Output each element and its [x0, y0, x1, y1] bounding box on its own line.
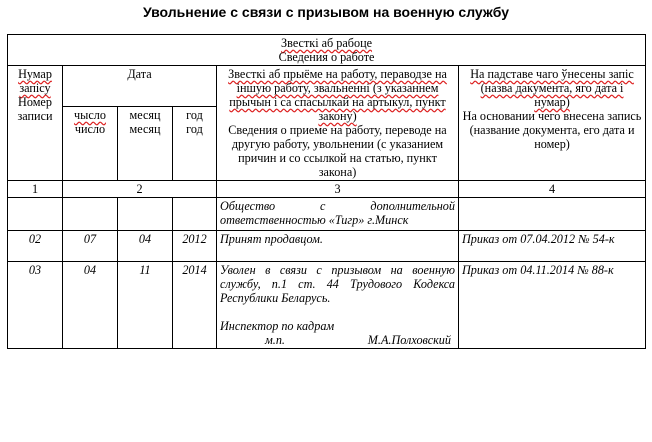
record-day: 07 [63, 231, 118, 262]
record-info-cell [217, 262, 459, 349]
empty-cell [459, 198, 646, 231]
day-header [63, 106, 118, 180]
record-month: 04 [118, 231, 173, 262]
year-header-by: год [186, 107, 203, 122]
month-header-by: месяц [129, 107, 161, 122]
section-header-by: Звесткі аб рабоце [281, 36, 373, 50]
month-header [118, 106, 173, 180]
info-header-ru: Сведения о приеме на работу, переводе на другую работу, увольнении (с указанием причин и со ссылкой на статью, пункт закона) [228, 123, 447, 179]
table-row [8, 262, 646, 349]
day-header-ru: число [74, 121, 106, 136]
month-header-ru: месяц [129, 121, 161, 136]
record-number-header [8, 66, 63, 181]
org-row [8, 198, 646, 231]
stamp-mark: м.п. [265, 333, 285, 347]
section-header-row [8, 35, 646, 66]
signature-line [220, 333, 455, 347]
info-header [217, 66, 459, 181]
record-number: 02 [8, 231, 63, 262]
header-row [8, 66, 646, 107]
basis-header [459, 66, 646, 181]
column-number: 4 [459, 181, 646, 198]
table-row [8, 231, 646, 262]
year-header [173, 106, 217, 180]
record-number: 03 [8, 262, 63, 349]
column-number: 2 [63, 181, 217, 198]
empty-cell [63, 198, 118, 231]
column-number-row [8, 181, 646, 198]
work-record-table [7, 34, 646, 349]
info-header-by: Звесткі аб прыёме на работу, пераводзе на іншую работу, звальненні (з указаннем прычын і са спасылкай на артыкул, пункт закону) [228, 67, 447, 123]
page-title: Увольнение с связи с призывом на военную службу [142, 4, 510, 20]
column-number: 3 [217, 181, 459, 198]
signatory-name: М.А.Полховский [367, 333, 451, 347]
record-day: 04 [63, 262, 118, 349]
organization-name: Общество с дополнительной ответственностью «Тигр» г.Минск [217, 198, 459, 231]
record-month: 11 [118, 262, 173, 349]
basis-header-by: На падставе чаго ўнесены запіс (назва дакумента, яго дата і нумар) [470, 67, 634, 109]
basis-header-ru: На основании чего внесена запись (название документа, его дата и номер) [462, 109, 642, 151]
record-basis: Приказ от 04.11.2014 № 88-к [459, 262, 646, 349]
record-year: 2012 [173, 231, 217, 262]
empty-cell [118, 198, 173, 231]
record-number-header-by: Нумар запісу [18, 67, 52, 95]
date-header: Дата [63, 66, 217, 107]
signature-title: Инспектор по кадрам [220, 319, 335, 333]
day-header-by: чысло [74, 107, 106, 122]
record-info: Уволен в связи с призывом на военную службу, п.1 ст. 44 Трудового Кодекса Республики Беларусь. [220, 263, 455, 305]
record-number-header-ru: Номер записи [17, 95, 53, 123]
section-header [8, 35, 646, 66]
empty-cell [8, 198, 63, 231]
record-info: Принят продавцом. [217, 231, 459, 262]
year-header-ru: год [186, 121, 203, 136]
empty-cell [173, 198, 217, 231]
record-basis: Приказ от 07.04.2012 № 54-к [459, 231, 646, 262]
column-number: 1 [8, 181, 63, 198]
section-header-ru: Сведения о работе [278, 50, 375, 64]
record-year: 2014 [173, 262, 217, 349]
